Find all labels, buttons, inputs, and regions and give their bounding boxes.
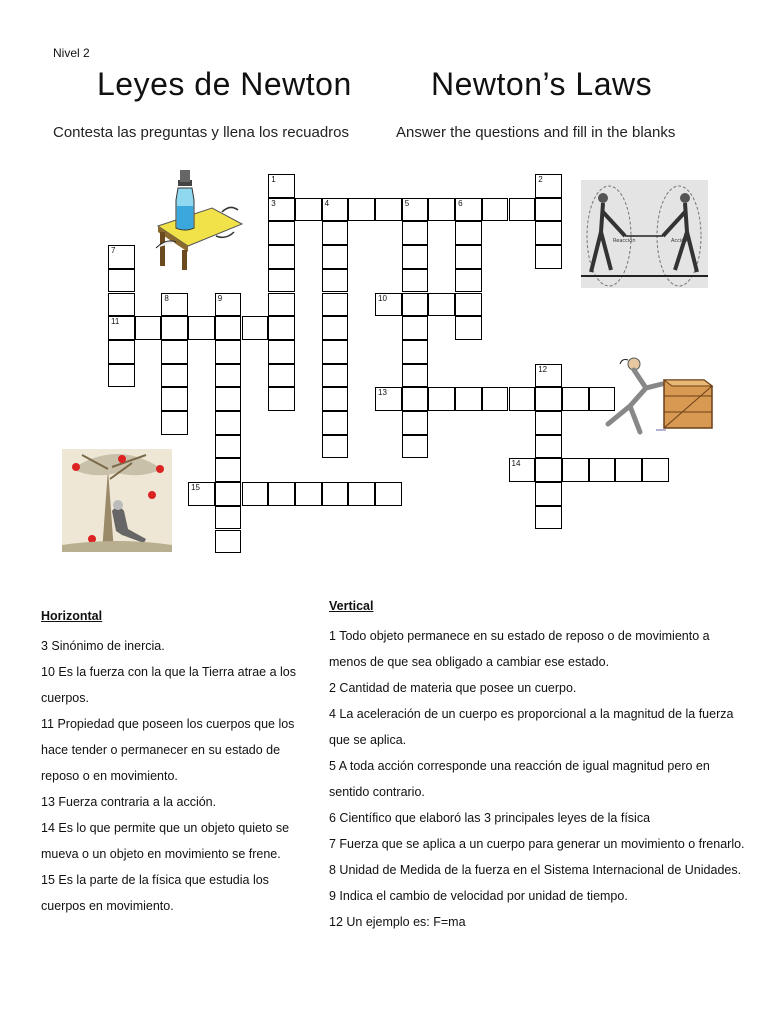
crossword-cell[interactable] bbox=[375, 387, 402, 411]
crossword-cell[interactable] bbox=[535, 245, 562, 269]
clue-number: 11 bbox=[111, 317, 120, 327]
crossword-cell[interactable] bbox=[455, 316, 482, 340]
clue-number: 13 bbox=[378, 388, 387, 398]
crossword-cell[interactable] bbox=[268, 245, 295, 269]
person-pushing-box-illustration bbox=[600, 354, 718, 438]
crossword-cell[interactable] bbox=[535, 506, 562, 530]
crossword-cell[interactable] bbox=[161, 387, 188, 411]
clue-h-3: 3 Sinónimo de inercia. bbox=[41, 639, 165, 653]
clue-v-12: 12 Un ejemplo es: F=ma bbox=[329, 915, 466, 929]
clue-v-6: 6 Científico que elaboró las 3 principales leyes de la física bbox=[329, 811, 651, 825]
crossword-cell[interactable] bbox=[322, 269, 349, 293]
crossword-cell[interactable] bbox=[535, 198, 562, 222]
crossword-cell[interactable] bbox=[402, 411, 429, 435]
crossword-cell[interactable] bbox=[322, 411, 349, 435]
crossword-cell[interactable] bbox=[509, 458, 536, 482]
crossword-cell[interactable] bbox=[535, 364, 562, 388]
clue-h-10: 10 Es la fuerza con la que la Tierra atrae a los cuerpos. bbox=[41, 665, 297, 705]
crossword-cell[interactable] bbox=[455, 198, 482, 222]
clue-number: 3 bbox=[271, 198, 276, 208]
crossword-cell[interactable] bbox=[535, 174, 562, 198]
clue-v-7: 7 Fuerza que se aplica a un cuerpo para generar un movimiento o frenarlo. bbox=[329, 837, 745, 851]
subtitle-spanish: Contesta las preguntas y llena los recuadros bbox=[53, 124, 350, 141]
crossword-cell[interactable] bbox=[535, 411, 562, 435]
action-label: Acción bbox=[671, 238, 688, 244]
crossword-cell[interactable] bbox=[562, 458, 589, 482]
crossword-cell[interactable] bbox=[268, 340, 295, 364]
clue-v-9: 9 Indica el cambio de velocidad por unidad de tiempo. bbox=[329, 889, 628, 903]
crossword-cell[interactable] bbox=[161, 316, 188, 340]
clue-number: 6 bbox=[458, 198, 463, 208]
crossword-cell[interactable] bbox=[268, 174, 295, 198]
crossword-cell[interactable] bbox=[135, 316, 162, 340]
crossword-cell[interactable] bbox=[322, 316, 349, 340]
crossword-cell[interactable] bbox=[108, 340, 135, 364]
crossword-cell[interactable] bbox=[535, 387, 562, 411]
crossword-cell[interactable] bbox=[268, 316, 295, 340]
crossword-cell[interactable] bbox=[615, 458, 642, 482]
crossword-cell[interactable] bbox=[322, 364, 349, 388]
crossword-cell[interactable] bbox=[402, 364, 429, 388]
crossword-cell[interactable] bbox=[295, 198, 322, 222]
crossword-cell[interactable] bbox=[455, 269, 482, 293]
crossword-cell[interactable] bbox=[215, 482, 242, 506]
crossword-cell[interactable] bbox=[215, 364, 242, 388]
crossword-cell[interactable] bbox=[268, 482, 295, 506]
crossword-cell[interactable] bbox=[188, 482, 215, 506]
crossword-cell[interactable] bbox=[482, 387, 509, 411]
crossword-cell[interactable] bbox=[322, 340, 349, 364]
crossword-cell[interactable] bbox=[375, 482, 402, 506]
newton-under-apple-tree-illustration bbox=[62, 449, 172, 552]
crossword-cell[interactable] bbox=[455, 245, 482, 269]
action-reaction-figures-illustration bbox=[581, 180, 708, 288]
crossword-cell[interactable] bbox=[535, 482, 562, 506]
crossword-cell[interactable] bbox=[268, 221, 295, 245]
clue-v-4: 4 La aceleración de un cuerpo es proporcional a la magnitud de la fuerza que se aplica. bbox=[329, 707, 734, 747]
subtitle-english: Answer the questions and fill in the blanks bbox=[396, 124, 676, 141]
crossword-cell[interactable] bbox=[402, 340, 429, 364]
crossword-cell[interactable] bbox=[402, 435, 429, 459]
crossword-cell[interactable] bbox=[242, 482, 269, 506]
title-spanish: Leyes de Newton bbox=[97, 66, 352, 102]
clue-number: 8 bbox=[164, 293, 169, 303]
crossword-cell[interactable] bbox=[161, 340, 188, 364]
crossword-cell[interactable] bbox=[215, 506, 242, 530]
crossword-cell[interactable] bbox=[589, 458, 616, 482]
crossword-cell[interactable] bbox=[215, 293, 242, 317]
vertical-clues bbox=[329, 593, 749, 935]
crossword-cell[interactable] bbox=[215, 435, 242, 459]
level-label: Nivel 2 bbox=[53, 46, 90, 60]
clue-number: 10 bbox=[378, 293, 387, 303]
crossword-cell[interactable] bbox=[482, 198, 509, 222]
crossword-cell[interactable] bbox=[348, 198, 375, 222]
reaction-label: Reacción bbox=[613, 238, 636, 244]
crossword-cell[interactable] bbox=[108, 293, 135, 317]
horizontal-heading: Horizontal bbox=[41, 609, 103, 623]
clue-number: 4 bbox=[324, 198, 330, 208]
clue-v-5: 5 A toda acción corresponde una reacción de igual magnitud pero en sentido contrario. bbox=[329, 759, 710, 799]
clue-h-15: 15 Es la parte de la física que estudia los cuerpos en movimiento. bbox=[41, 873, 269, 913]
crossword-cell[interactable] bbox=[108, 364, 135, 388]
crossword-cell[interactable] bbox=[108, 269, 135, 293]
crossword-cell[interactable] bbox=[161, 411, 188, 435]
title-english: Newton’s Laws bbox=[431, 66, 653, 102]
clue-h-13: 13 Fuerza contraria a la acción. bbox=[41, 795, 217, 809]
clue-h-11: 11 Propiedad que poseen los cuerpos que los hace tender o permanecer en su estado de reposo o en movimiento. bbox=[41, 717, 295, 783]
crossword-cell[interactable] bbox=[375, 198, 402, 222]
crossword-cell[interactable] bbox=[268, 293, 295, 317]
crossword-cell[interactable] bbox=[402, 316, 429, 340]
clue-number: 14 bbox=[511, 459, 521, 469]
horizontal-clues bbox=[41, 603, 303, 919]
crossword-cell[interactable] bbox=[535, 458, 562, 482]
clue-number: 9 bbox=[217, 293, 223, 303]
crossword-cell[interactable] bbox=[242, 316, 269, 340]
crossword-cell[interactable] bbox=[402, 387, 429, 411]
crossword-cell[interactable] bbox=[402, 293, 429, 317]
crossword-cell[interactable] bbox=[428, 387, 455, 411]
crossword-cell[interactable] bbox=[535, 435, 562, 459]
crossword-cell[interactable] bbox=[348, 482, 375, 506]
crossword-cell[interactable] bbox=[268, 269, 295, 293]
crossword-cell[interactable] bbox=[268, 387, 295, 411]
clue-number: 2 bbox=[538, 175, 543, 184]
clue-number: 1 bbox=[271, 175, 276, 184]
crossword-cell[interactable] bbox=[161, 364, 188, 388]
crossword-cell[interactable] bbox=[215, 316, 242, 340]
clue-v-1: 1 Todo objeto permanece en su estado de reposo o de movimiento a menos de que sea obligado a cambiar ese estado. bbox=[329, 629, 710, 669]
crossword-cell[interactable] bbox=[295, 482, 322, 506]
crossword-cell[interactable] bbox=[215, 340, 242, 364]
vertical-heading: Vertical bbox=[329, 599, 374, 613]
crossword-cell[interactable] bbox=[642, 458, 669, 482]
clue-h-14: 14 Es lo que permite que un objeto quieto se mueva o un objeto en movimiento se frene. bbox=[41, 821, 290, 861]
clue-number: 12 bbox=[538, 364, 548, 374]
crossword-cell[interactable] bbox=[535, 221, 562, 245]
crossword-cell[interactable] bbox=[402, 269, 429, 293]
crossword-cell[interactable] bbox=[509, 387, 536, 411]
crossword-cell[interactable] bbox=[402, 245, 429, 269]
crossword-cell[interactable] bbox=[268, 364, 295, 388]
bottle-on-table-illustration bbox=[152, 166, 244, 272]
clue-v-8: 8 Unidad de Medida de la fuerza en el Sistema Internacional de Unidades. bbox=[329, 863, 742, 877]
clue-number: 15 bbox=[191, 483, 200, 493]
crossword-cell[interactable] bbox=[161, 293, 188, 317]
crossword-cell[interactable] bbox=[455, 293, 482, 317]
crossword-cell[interactable] bbox=[215, 387, 242, 411]
crossword-cell[interactable] bbox=[562, 387, 589, 411]
crossword-cell[interactable] bbox=[322, 387, 349, 411]
crossword-cell[interactable] bbox=[322, 198, 349, 222]
crossword-cell[interactable] bbox=[108, 245, 135, 269]
crossword-cell[interactable] bbox=[402, 198, 429, 222]
clue-number: 7 bbox=[111, 246, 116, 256]
crossword-cell[interactable] bbox=[402, 221, 429, 245]
crossword-cell[interactable] bbox=[509, 198, 536, 222]
crossword-cell[interactable] bbox=[188, 316, 215, 340]
crossword-cell[interactable] bbox=[455, 387, 482, 411]
clue-number: 5 bbox=[404, 198, 410, 208]
clue-v-2: 2 Cantidad de materia que posee un cuerpo. bbox=[329, 681, 577, 695]
crossword-cell[interactable] bbox=[322, 221, 349, 245]
crossword-cell[interactable] bbox=[215, 411, 242, 435]
crossword-cell[interactable] bbox=[428, 198, 455, 222]
crossword-cell[interactable] bbox=[322, 482, 349, 506]
crossword-cell[interactable] bbox=[322, 435, 349, 459]
crossword-cell[interactable] bbox=[215, 530, 242, 554]
crossword-cell[interactable] bbox=[108, 316, 135, 340]
crossword-cell[interactable] bbox=[215, 458, 242, 482]
crossword-cell[interactable] bbox=[268, 198, 295, 222]
crossword-cell[interactable] bbox=[455, 221, 482, 245]
crossword-cell[interactable] bbox=[322, 245, 349, 269]
crossword-cell[interactable] bbox=[375, 293, 402, 317]
crossword-cell[interactable] bbox=[322, 293, 349, 317]
crossword-cell[interactable] bbox=[428, 293, 455, 317]
